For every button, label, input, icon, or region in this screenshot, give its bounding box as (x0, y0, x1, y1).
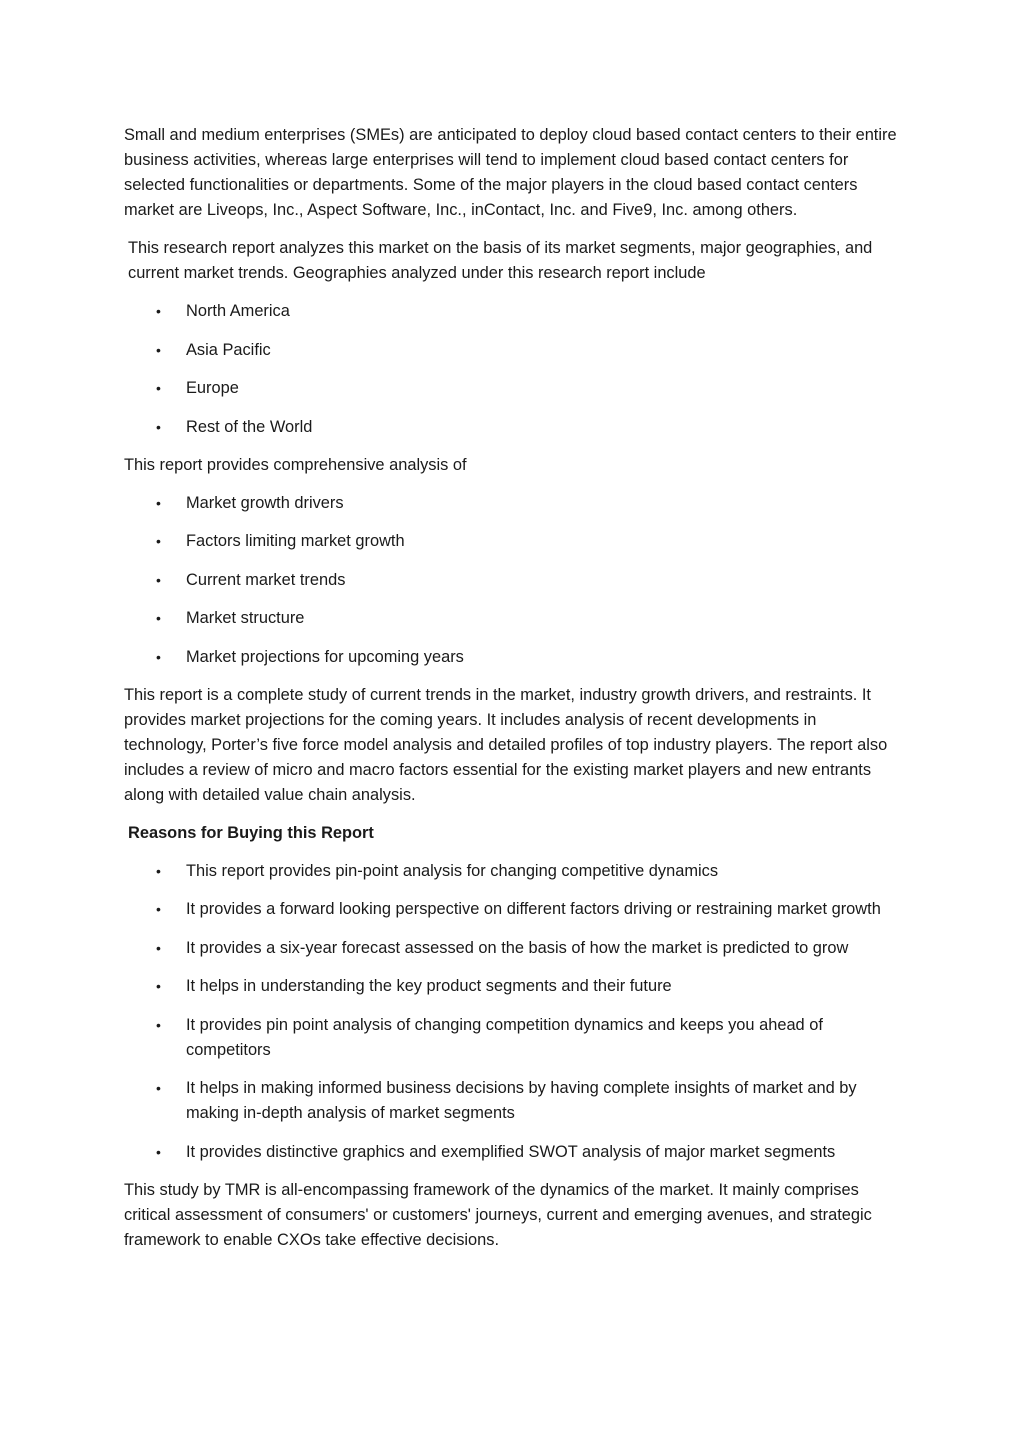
bullet-icon: • (156, 610, 161, 626)
list-item: • Asia Pacific (124, 338, 899, 363)
bullet-icon: • (156, 418, 161, 435)
bullet-icon: • (156, 939, 161, 956)
list-item: • This report provides pin-point analysis for changing competitive dynamics (124, 859, 899, 884)
bullet-icon: • (156, 978, 161, 994)
list-item: • Market structure (124, 606, 899, 631)
list-item: • North America (124, 299, 899, 324)
intro-paragraph: Small and medium enterprises (SMEs) are anticipated to deploy cloud based contact centers to their entire business activities, whereas large enterprises will tend to implement cloud based contact centers for selected functionalities or departments. Some of the major players in the cloud based contact centers market are Liveops, Inc., Aspect Software, Inc., inContact, Inc. and Five9, Inc. among others. (124, 126, 897, 219)
bullet-icon: • (156, 533, 161, 549)
list-item: • Market projections for upcoming years (124, 645, 899, 670)
bullet-icon: • (156, 341, 161, 358)
bullet-icon: • (156, 303, 161, 319)
list-item: • Rest of the World (124, 415, 899, 440)
reasons-heading: Reasons for Buying this Report (128, 823, 374, 842)
study-summary-paragraph: This report is a complete study of current trends in the market, industry growth drivers, and restraints. It provides market projections for the coming years. It includes analysis of recent developments in technology, Porter’s five force model analysis and detailed profiles of top industry players. The report also includes a review of micro and macro factors essential for the existing market players and new entrants along with detailed value chain analysis. (124, 685, 888, 804)
document-page (124, 123, 899, 1266)
list-item: • Market growth drivers (124, 491, 899, 516)
reasons-list (124, 859, 899, 1165)
list-item: • It helps in understanding the key product segments and their future (124, 974, 899, 999)
bullet-icon: • (156, 1080, 161, 1096)
geographies-intro-paragraph: This research report analyzes this market on the basis of its market segments, major geographies, and current market trends. Geographies analyzed under this research report include (128, 239, 873, 282)
bullet-icon: • (156, 1016, 161, 1033)
closing-paragraph: This study by TMR is all-encompassing framework of the dynamics of the market. It mainly comprises critical assessment of consumers' or customers' journeys, current and emerging avenues, and strategic framework to enable CXOs take effective decisions. (124, 1180, 872, 1249)
list-item: • It provides distinctive graphics and exemplified SWOT analysis of major market segments (124, 1140, 899, 1165)
geographies-list (124, 299, 899, 440)
bullet-icon: • (156, 380, 161, 396)
bullet-icon: • (156, 901, 161, 917)
bullet-icon: • (156, 494, 161, 511)
list-item: • Factors limiting market growth (124, 529, 899, 554)
list-item: • It provides pin point analysis of changing competition dynamics and keeps you ahead of competitors (124, 1013, 899, 1063)
bullet-icon: • (156, 648, 161, 665)
bullet-icon: • (156, 571, 161, 588)
list-item: • Current market trends (124, 568, 899, 593)
bullet-icon: • (156, 862, 161, 879)
analysis-list (124, 491, 899, 670)
list-item: • It helps in making informed business decisions by having complete insights of market and by making in-depth analysis of market segments (124, 1076, 899, 1126)
analysis-intro-paragraph: This report provides comprehensive analysis of (124, 455, 467, 474)
list-item: • It provides a six-year forecast assessed on the basis of how the market is predicted to grow (124, 936, 899, 961)
bullet-icon: • (156, 1143, 161, 1160)
list-item: • It provides a forward looking perspective on different factors driving or restraining market growth (124, 897, 899, 922)
list-item: • Europe (124, 376, 899, 401)
